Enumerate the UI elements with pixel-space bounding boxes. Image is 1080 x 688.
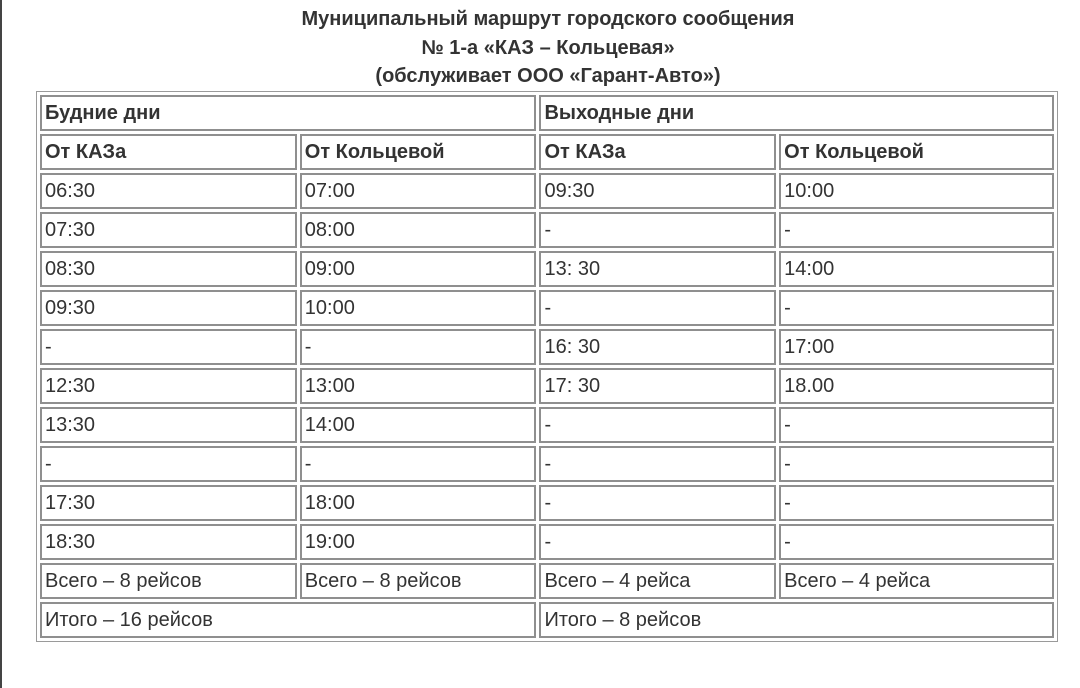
table-cell: 14:00 — [779, 251, 1054, 287]
table-cell: 17:00 — [779, 329, 1054, 365]
table-cell: 06:30 — [40, 173, 297, 209]
table-cell: 18:00 — [300, 485, 537, 521]
table-row — [40, 485, 1054, 521]
subtotal-cell: Всего – 4 рейса — [779, 563, 1054, 599]
weekend-total: Итого – 8 рейсов — [539, 602, 1054, 638]
table-cell: - — [300, 446, 537, 482]
table-cell: 13:30 — [40, 407, 297, 443]
title-line-2: № 1-а «КАЗ – Кольцевая» — [421, 36, 675, 59]
weekdays-total: Итого – 16 рейсов — [40, 602, 536, 638]
table-cell: - — [779, 446, 1054, 482]
table-row — [40, 212, 1054, 248]
table-row — [40, 407, 1054, 443]
table-cell: - — [539, 407, 776, 443]
table-cell: - — [539, 446, 776, 482]
subtotal-cell: Всего – 8 рейсов — [300, 563, 537, 599]
column-header-weekday-from-koltsevaya: От Кольцевой — [300, 134, 537, 170]
table-cell: - — [40, 329, 297, 365]
table-cell: 09:30 — [40, 290, 297, 326]
table-cell: 18.00 — [779, 368, 1054, 404]
title-line-3: (обслуживает ООО «Гарант-Авто») — [375, 65, 721, 87]
table-cell: - — [779, 212, 1054, 248]
table-cell: - — [539, 212, 776, 248]
table-row — [40, 368, 1054, 404]
table-cell: 08:00 — [300, 212, 537, 248]
total-row — [40, 602, 1054, 638]
table-cell: 16: 30 — [539, 329, 776, 365]
table-cell: 19:00 — [300, 524, 537, 560]
table-row — [40, 290, 1054, 326]
subtotal-cell: Всего – 4 рейса — [539, 563, 776, 599]
subtotal-cell: Всего – 8 рейсов — [40, 563, 297, 599]
direction-header-row — [40, 134, 1054, 170]
day-type-header-row — [40, 95, 1054, 131]
table-row — [40, 524, 1054, 560]
subtotal-row — [40, 563, 1054, 599]
left-border — [0, 0, 2, 688]
table-cell: 09:30 — [539, 173, 776, 209]
column-header-weekday-from-kaz: От КАЗа — [40, 134, 297, 170]
table-cell: - — [539, 290, 776, 326]
table-cell: 08:30 — [40, 251, 297, 287]
table-cell: 10:00 — [779, 173, 1054, 209]
table-cell: 13:00 — [300, 368, 537, 404]
table-cell: - — [40, 446, 297, 482]
table-cell: - — [539, 485, 776, 521]
table-cell: 13: 30 — [539, 251, 776, 287]
table-cell: 07:00 — [300, 173, 537, 209]
page-title — [0, 5, 1080, 91]
table-cell: - — [779, 524, 1054, 560]
column-header-weekend-from-koltsevaya: От Кольцевой — [779, 134, 1054, 170]
weekdays-header: Будние дни — [40, 95, 536, 131]
table-row — [40, 251, 1054, 287]
table-cell: 12:30 — [40, 368, 297, 404]
table-cell: - — [539, 524, 776, 560]
table-cell: 17: 30 — [539, 368, 776, 404]
table-cell: 18:30 — [40, 524, 297, 560]
table-cell: 07:30 — [40, 212, 297, 248]
table-cell: 14:00 — [300, 407, 537, 443]
table-cell: - — [779, 407, 1054, 443]
table-cell: - — [300, 329, 537, 365]
schedule-table — [36, 91, 1058, 642]
table-row — [40, 173, 1054, 209]
table-row — [40, 446, 1054, 482]
table-cell: - — [779, 290, 1054, 326]
table-cell: 09:00 — [300, 251, 537, 287]
table-cell: 10:00 — [300, 290, 537, 326]
weekend-header: Выходные дни — [539, 95, 1054, 131]
table-cell: - — [779, 485, 1054, 521]
column-header-weekend-from-kaz: От КАЗа — [539, 134, 776, 170]
table-cell: 17:30 — [40, 485, 297, 521]
title-line-1: Муниципальный маршрут городского сообщения — [301, 8, 795, 30]
table-row — [40, 329, 1054, 365]
